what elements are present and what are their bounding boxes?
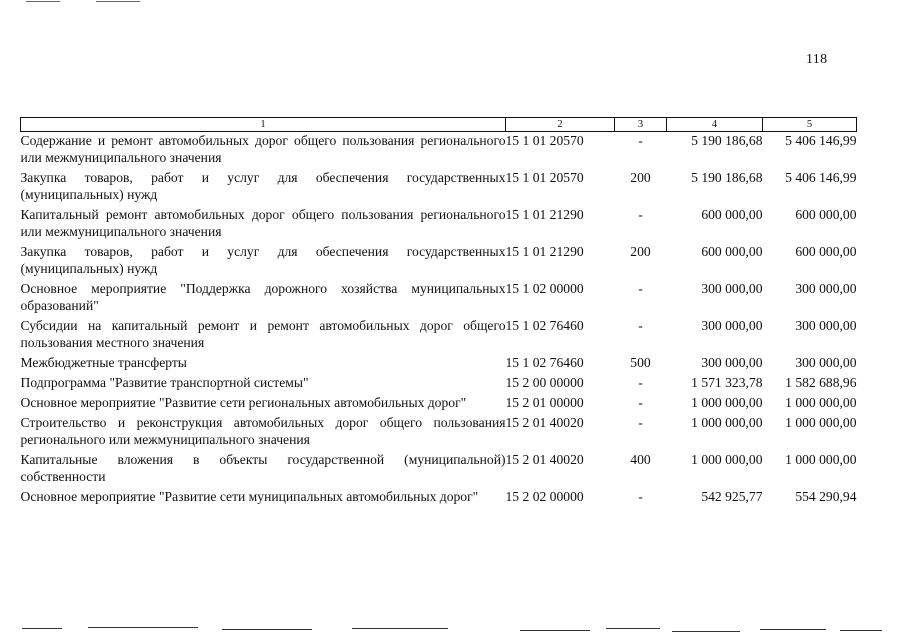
row-value-5: 600 000,00 — [795, 244, 857, 259]
row-type: 500 — [630, 355, 651, 370]
row-code: 15 2 01 00000 — [505, 395, 584, 410]
scan-artifact-top — [26, 0, 146, 4]
row-type: - — [638, 375, 643, 390]
row-name: Основное мероприятие "Развитие сети муниципальных автомобильных дорог" — [20, 489, 479, 504]
row-value-5: 5 406 146,99 — [785, 170, 857, 185]
table-row — [21, 132, 857, 170]
row-code: 15 1 02 00000 — [505, 281, 584, 296]
table-row — [21, 414, 857, 451]
table-row — [21, 394, 857, 414]
column-header-2: 2 — [506, 118, 615, 132]
table-row — [21, 206, 857, 243]
row-value-5: 1 000 000,00 — [785, 415, 857, 430]
row-value-5: 1 000 000,00 — [785, 452, 857, 467]
row-value-5: 600 000,00 — [795, 207, 857, 222]
row-name: Капитальные вложения в объекты государственной (муниципальной) собственности — [20, 452, 506, 484]
scan-artifact-bottom — [0, 622, 897, 640]
row-type: 200 — [630, 244, 651, 259]
row-code: 15 2 01 40020 — [505, 415, 584, 430]
row-value-4: 600 000,00 — [701, 244, 763, 259]
row-name: Субсидии на капитальный ремонт и ремонт автомобильных дорог общего пользования местного значения — [20, 318, 506, 350]
table-row — [21, 451, 857, 488]
row-code: 15 1 01 20570 — [505, 170, 584, 185]
table-row — [21, 280, 857, 317]
row-code: 15 2 01 40020 — [505, 452, 584, 467]
column-header-1: 1 — [21, 118, 506, 132]
row-code: 15 1 02 76460 — [505, 355, 584, 370]
row-type: - — [638, 207, 643, 222]
row-code: 15 1 02 76460 — [505, 318, 584, 333]
row-type: - — [638, 281, 643, 296]
row-name: Содержание и ремонт автомобильных дорог общего пользования регионального или межмуниципального значения — [20, 133, 506, 165]
table-row — [21, 488, 857, 508]
row-name: Строительство и реконструкция автомобильных дорог общего пользования регионального или межмуниципального значения — [20, 415, 506, 447]
row-type: - — [638, 395, 643, 410]
column-header-5: 5 — [763, 118, 857, 132]
column-header-4: 4 — [667, 118, 763, 132]
row-value-4: 600 000,00 — [701, 207, 763, 222]
row-value-4: 542 925,77 — [701, 489, 763, 504]
row-type: 200 — [630, 170, 651, 185]
table-header-row — [21, 118, 857, 132]
budget-table — [20, 117, 857, 508]
row-value-5: 5 406 146,99 — [785, 133, 857, 148]
row-value-4: 1 571 323,78 — [691, 375, 763, 390]
row-value-5: 300 000,00 — [795, 318, 857, 333]
table-row — [21, 374, 857, 394]
row-value-5: 1 000 000,00 — [785, 395, 857, 410]
row-value-4: 300 000,00 — [701, 281, 763, 296]
row-type: 400 — [630, 452, 651, 467]
row-type: - — [638, 133, 643, 148]
table-row — [21, 317, 857, 354]
row-code: 15 2 02 00000 — [505, 489, 584, 504]
row-code: 15 1 01 21290 — [505, 244, 584, 259]
row-name: Основное мероприятие "Развитие сети региональных автомобильных дорог" — [20, 395, 467, 410]
page-number: 118 — [806, 52, 828, 67]
row-name: Закупка товаров, работ и услуг для обеспечения государственных (муниципальных) нужд — [20, 170, 506, 202]
row-value-5: 300 000,00 — [795, 355, 857, 370]
row-code: 15 2 00 00000 — [505, 375, 584, 390]
row-name: Закупка товаров, работ и услуг для обеспечения государственных (муниципальных) нужд — [20, 244, 506, 276]
row-name: Межбюджетные трансферты — [20, 355, 187, 370]
row-code: 15 1 01 20570 — [505, 133, 584, 148]
row-value-4: 5 190 186,68 — [691, 133, 763, 148]
table-row — [21, 243, 857, 280]
row-value-5: 300 000,00 — [795, 281, 857, 296]
row-name: Подпрограмма "Развитие транспортной системы" — [20, 375, 309, 390]
column-header-3: 3 — [615, 118, 667, 132]
row-type: - — [638, 318, 643, 333]
table-row — [21, 169, 857, 206]
row-value-4: 5 190 186,68 — [691, 170, 763, 185]
row-value-4: 1 000 000,00 — [691, 415, 763, 430]
row-code: 15 1 01 21290 — [505, 207, 584, 222]
row-name: Капитальный ремонт автомобильных дорог общего пользования регионального или межмуниципального значения — [20, 207, 506, 239]
row-value-4: 1 000 000,00 — [691, 452, 763, 467]
row-value-4: 1 000 000,00 — [691, 395, 763, 410]
row-value-4: 300 000,00 — [701, 318, 763, 333]
row-type: - — [638, 489, 643, 504]
row-value-5: 1 582 688,96 — [785, 375, 857, 390]
row-value-4: 300 000,00 — [701, 355, 763, 370]
row-type: - — [638, 415, 643, 430]
row-value-5: 554 290,94 — [795, 489, 857, 504]
row-name: Основное мероприятие "Поддержка дорожного хозяйства муниципальных образований" — [20, 281, 506, 313]
table-row — [21, 354, 857, 374]
